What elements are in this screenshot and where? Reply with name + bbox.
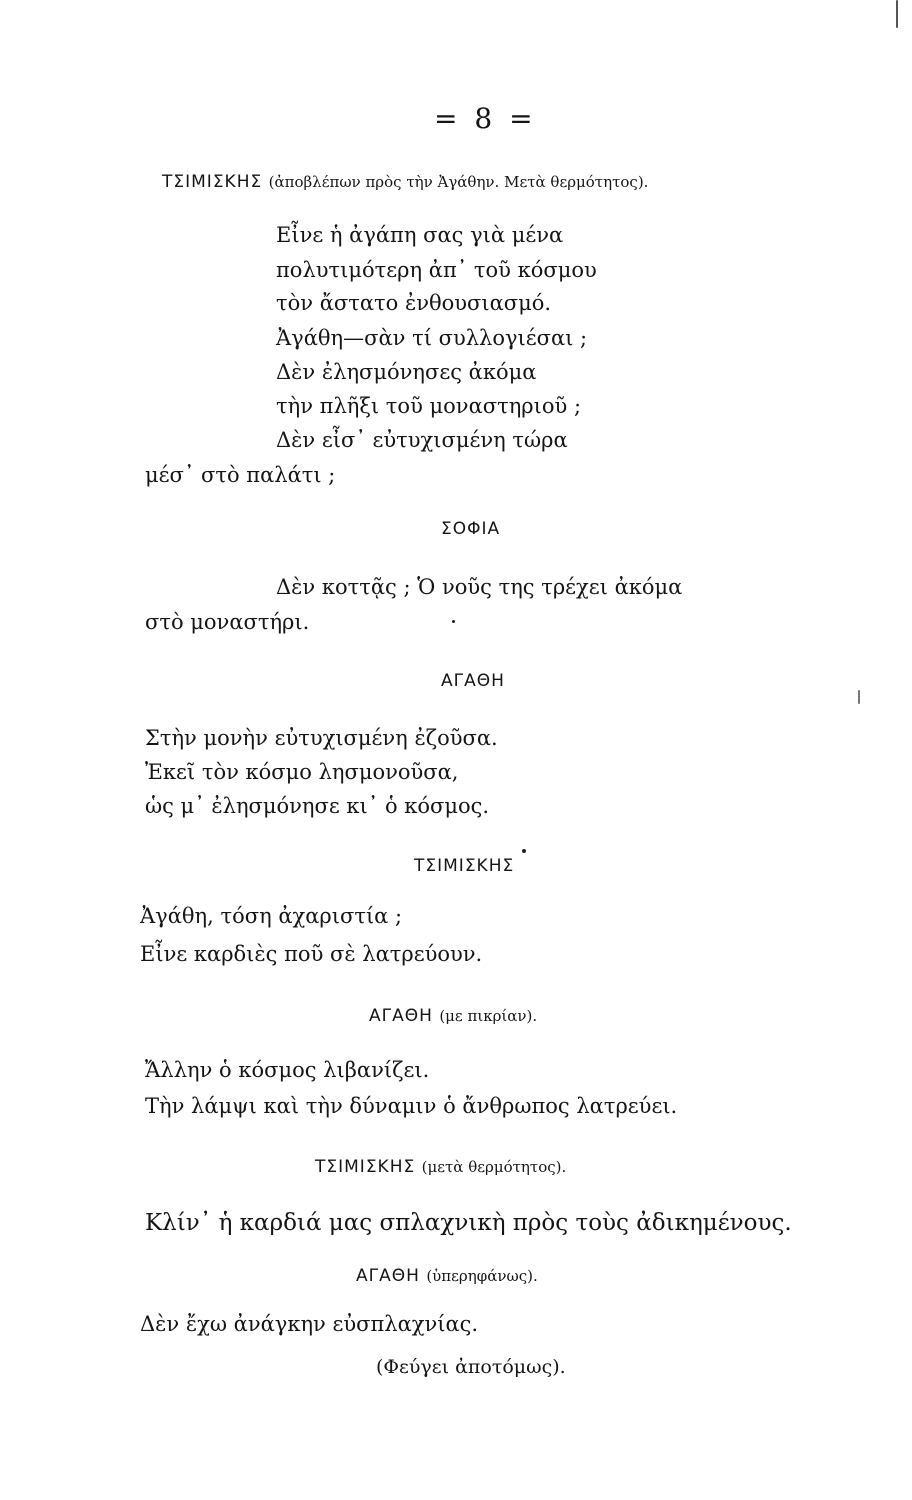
speaker-heading bbox=[356, 1268, 538, 1285]
speaker-name: ΑΓΑΘΗ bbox=[441, 671, 505, 691]
scan-speck bbox=[522, 849, 526, 853]
speaker-name: ΤΣΙΜΙΣΚΗΣ bbox=[162, 172, 263, 192]
verse-line: Ἐκεῖ τὸν κόσμο λησμονοῦσα, bbox=[145, 760, 459, 784]
verse-line: ὡς μ᾽ ἐλησμόνησε κι᾽ ὁ κόσμος. bbox=[145, 794, 490, 818]
verse-line: Δὲν εἶσ᾽ εὐτυχισμένη τώρα bbox=[276, 428, 568, 452]
scan-speck bbox=[452, 620, 455, 623]
page-number: = 8 = bbox=[434, 102, 537, 135]
verse-line: τὸν ἄστατο ἐνθουσιασμό. bbox=[276, 291, 552, 315]
speaker-heading bbox=[315, 1159, 566, 1176]
verse-line: Δὲν ἔχω ἀνάγκην εὐσπλαχνίας. bbox=[140, 1312, 479, 1336]
verse-line: Δὲν κοττᾷς ; Ὁ νοῦς της τρέχει ἀκόμα bbox=[276, 575, 683, 599]
verse-line: Δὲν ἐλησμόνησες ἀκόμα bbox=[276, 360, 537, 384]
speaker-name: ΑΓΑΘΗ bbox=[369, 1006, 433, 1026]
speaker-name: ΣΟΦΙΑ bbox=[441, 519, 501, 539]
stage-direction: (μετὰ θερμότητος). bbox=[421, 1158, 567, 1176]
scan-speck bbox=[896, 0, 898, 28]
verse-line: Ἀγάθη—σὰν τί συλλογιέσαι ; bbox=[276, 326, 588, 350]
stage-direction: (Φεύγει ἀποτόμως). bbox=[376, 1356, 566, 1378]
speaker-name: ΑΓΑΘΗ bbox=[356, 1266, 420, 1286]
verse-line: Τὴν λάμψι καὶ τὴν δύναμιν ὁ ἄνθρωπος λατρεύει. bbox=[145, 1094, 678, 1118]
speaker-name: ΤΣΙΜΙΣΚΗΣ bbox=[315, 1157, 416, 1177]
stage-direction: (ὑπερηφάνως). bbox=[426, 1267, 538, 1285]
verse-line: Ἄλλην ὁ κόσμος λιβανίζει. bbox=[145, 1058, 430, 1082]
verse-line: Κλίν᾽ ἡ καρδιά μας σπλαχνικὴ πρὸς τοὺς ἀδικημένους. bbox=[145, 1210, 792, 1236]
verse-line: πολυτιμότερη ἀπ᾽ τοῦ κόσμου bbox=[276, 258, 597, 282]
speaker-heading bbox=[369, 1008, 537, 1025]
verse-line: τὴν πλῆξι τοῦ μοναστηριοῦ ; bbox=[276, 394, 582, 418]
verse-line: στὸ μοναστήρι. bbox=[145, 610, 310, 634]
stage-direction: (με πικρίαν). bbox=[439, 1007, 538, 1025]
verse-line: Εἶνε καρδιὲς ποῦ σὲ λατρεύουν. bbox=[140, 942, 483, 966]
verse-line: μέσ᾽ στὸ παλάτι ; bbox=[145, 463, 336, 487]
speaker-name: ΤΣΙΜΙΣΚΗΣ bbox=[414, 856, 515, 876]
verse-line: Εἶνε ἡ ἀγάπη σας γιὰ μένα bbox=[276, 223, 564, 247]
stage-direction: (ἀποβλέπων πρὸς τὴν Ἀγάθην. Μετὰ θερμότητος). bbox=[268, 173, 649, 191]
scan-speck bbox=[858, 690, 860, 704]
verse-line: Στὴν μονὴν εὐτυχισμένη ἐζοῦσα. bbox=[145, 726, 498, 750]
speaker-heading bbox=[162, 174, 648, 191]
verse-line: Ἀγάθη, τόση ἀχαριστία ; bbox=[140, 904, 403, 928]
